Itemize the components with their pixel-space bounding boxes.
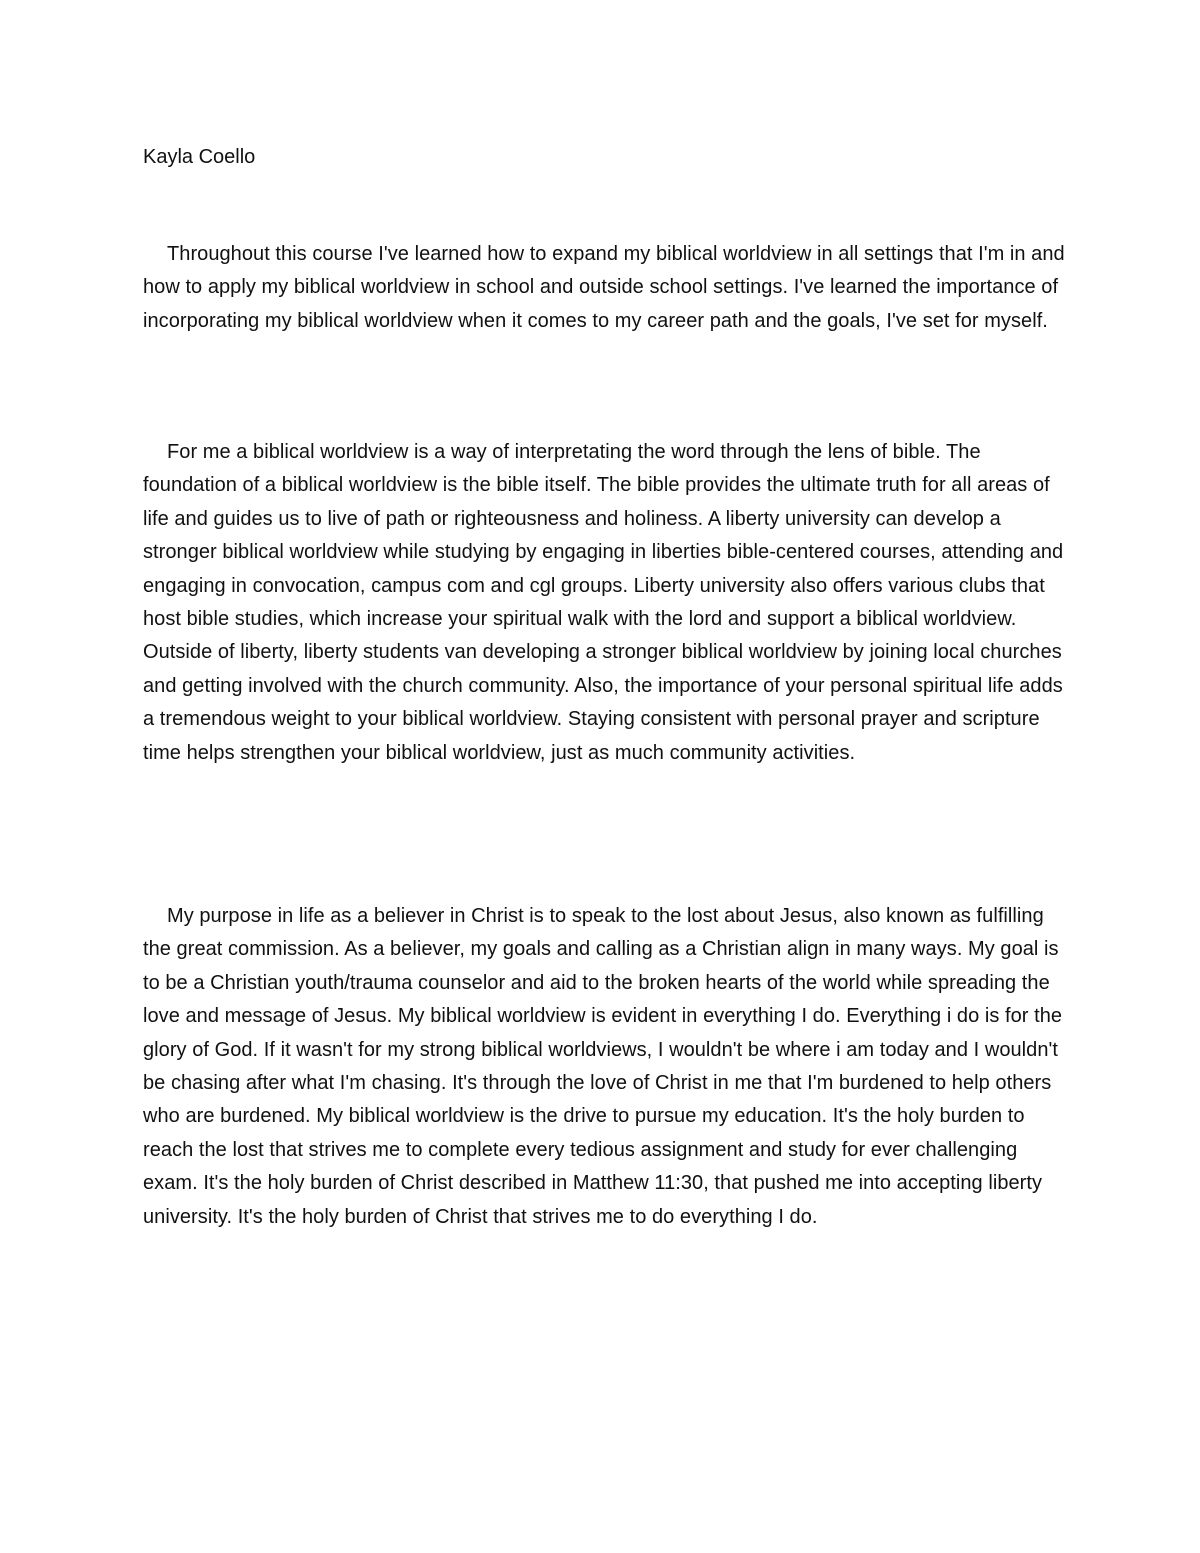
paragraph-1: Throughout this course I've learned how to expand my biblical worldview in all settings that I'm in and how to apply my biblical worldview in school and outside school settings. I've learned the importance of incorporating my biblical worldview when it comes to my career path and the goals, I've set for myself. xyxy=(143,243,1065,332)
author-name: Kayla Coello xyxy=(143,146,256,168)
paragraph-3: My purpose in life as a believer in Christ is to speak to the lost about Jesus, also known as fulfilling the great commission. As a believer, my goals and calling as a Christian align in many ways. My goal is to be a Christian youth/trauma counselor and aid to the broken hearts of the world while spreading the love and message of Jesus. My biblical worldview is evident in everything I do. Everything i do is for the glory of God. If it wasn't for my strong biblical worldviews, I wouldn't be where i am today and I wouldn't be chasing after what I'm chasing. It's through the love of Christ in me that I'm burdened to help others who are burdened. My biblical worldview is the drive to pursue my education. It's the holy burden to reach the lost that strives me to complete every tedious assignment and study for ever challenging exam. It's the holy burden of Christ described in Matthew 11:30, that pushed me into accepting liberty university. It's the holy burden of Christ that strives me to do everything I do. xyxy=(143,905,1063,1228)
paragraph-2: For me a biblical worldview is a way of interpretating the word through the lens of bible. The foundation of a biblical worldview is the bible itself. The bible provides the ultimate truth for all areas of life and guides us to live of path or righteousness and holiness. A liberty university can develop a stronger biblical worldview while studying by engaging in liberties bible-centered courses, attending and engaging in convocation, campus com and cgl groups. Liberty university also offers various clubs that host bible studies, which increase your spiritual walk with the lord and support a biblical worldview. Outside of liberty, liberty students van developing a stronger biblical worldview by joining local churches and getting involved with the church community. Also, the importance of your personal spiritual life adds a tremendous weight to your biblical worldview. Staying consistent with personal prayer and scripture time helps strengthen your biblical worldview, just as much community activities. xyxy=(143,441,1064,764)
